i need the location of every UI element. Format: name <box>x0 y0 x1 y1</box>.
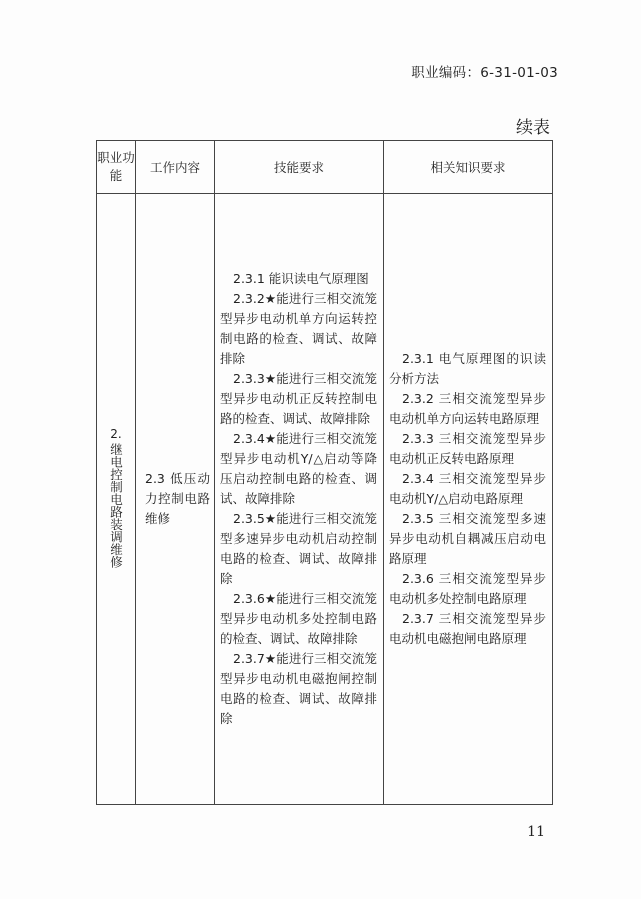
function-number: 2. <box>110 427 122 441</box>
knowledge-item: 2.3.4 三相交流笼型异步电动机Y/△启动电路原理 <box>389 471 546 506</box>
page-number: 11 <box>527 824 545 840</box>
header-function: 职业功能 <box>97 141 136 194</box>
knowledge-item: 2.3.5 三相交流笼型多速异步电动机自耦减压启动电路原理 <box>389 511 546 566</box>
skill-item: 2.3.4★能进行三相交流笼型异步电动机Y/△启动等降压启动控制电路的检查、调试、故障排除 <box>220 431 377 506</box>
header-skills: 技能要求 <box>215 141 384 194</box>
skill-item: 2.3.2★能进行三相交流笼型异步电动机单方向运转控制电路的检查、调试、故障排除 <box>220 291 377 366</box>
table-row <box>97 194 553 805</box>
skill-item: 2.3.6★能进行三相交流笼型异步电动机多处控制电路的检查、调试、故障排除 <box>220 591 377 646</box>
function-name: 继电控制电路装调维修 <box>108 443 124 568</box>
skills-cell <box>215 194 384 805</box>
table-header-row <box>97 141 553 194</box>
work-content-cell: 2.3 低压动力控制电路维修 <box>136 194 215 805</box>
function-cell <box>97 194 136 805</box>
header-knowledge: 相关知识要求 <box>384 141 553 194</box>
knowledge-item: 2.3.6 三相交流笼型异步电动机多处控制电路原理 <box>389 571 546 606</box>
header-work-content: 工作内容 <box>136 141 215 194</box>
knowledge-item: 2.3.3 三相交流笼型异步电动机正反转电路原理 <box>389 431 546 466</box>
requirements-table <box>96 140 553 805</box>
continued-label: 续表 <box>516 118 550 138</box>
occupation-code: 职业编码：6-31-01-03 <box>411 65 558 81</box>
skill-item: 2.3.7★能进行三相交流笼型异步电动机电磁抱闸控制电路的检查、调试、故障排除 <box>220 651 377 726</box>
knowledge-item: 2.3.7 三相交流笼型异步电动机电磁抱闸电路原理 <box>389 611 546 646</box>
skill-item: 2.3.1 能识读电气原理图 <box>233 271 369 286</box>
knowledge-item: 2.3.2 三相交流笼型异步电动机单方向运转电路原理 <box>389 391 546 426</box>
skill-item: 2.3.3★能进行三相交流笼型异步电动机正反转控制电路的检查、调试、故障排除 <box>220 371 377 426</box>
knowledge-item: 2.3.1 电气原理图的识读分析方法 <box>389 351 546 386</box>
skill-item: 2.3.5★能进行三相交流笼型多速异步电动机启动控制电路的检查、调试、故障排除 <box>220 511 377 586</box>
knowledge-cell <box>384 194 553 805</box>
